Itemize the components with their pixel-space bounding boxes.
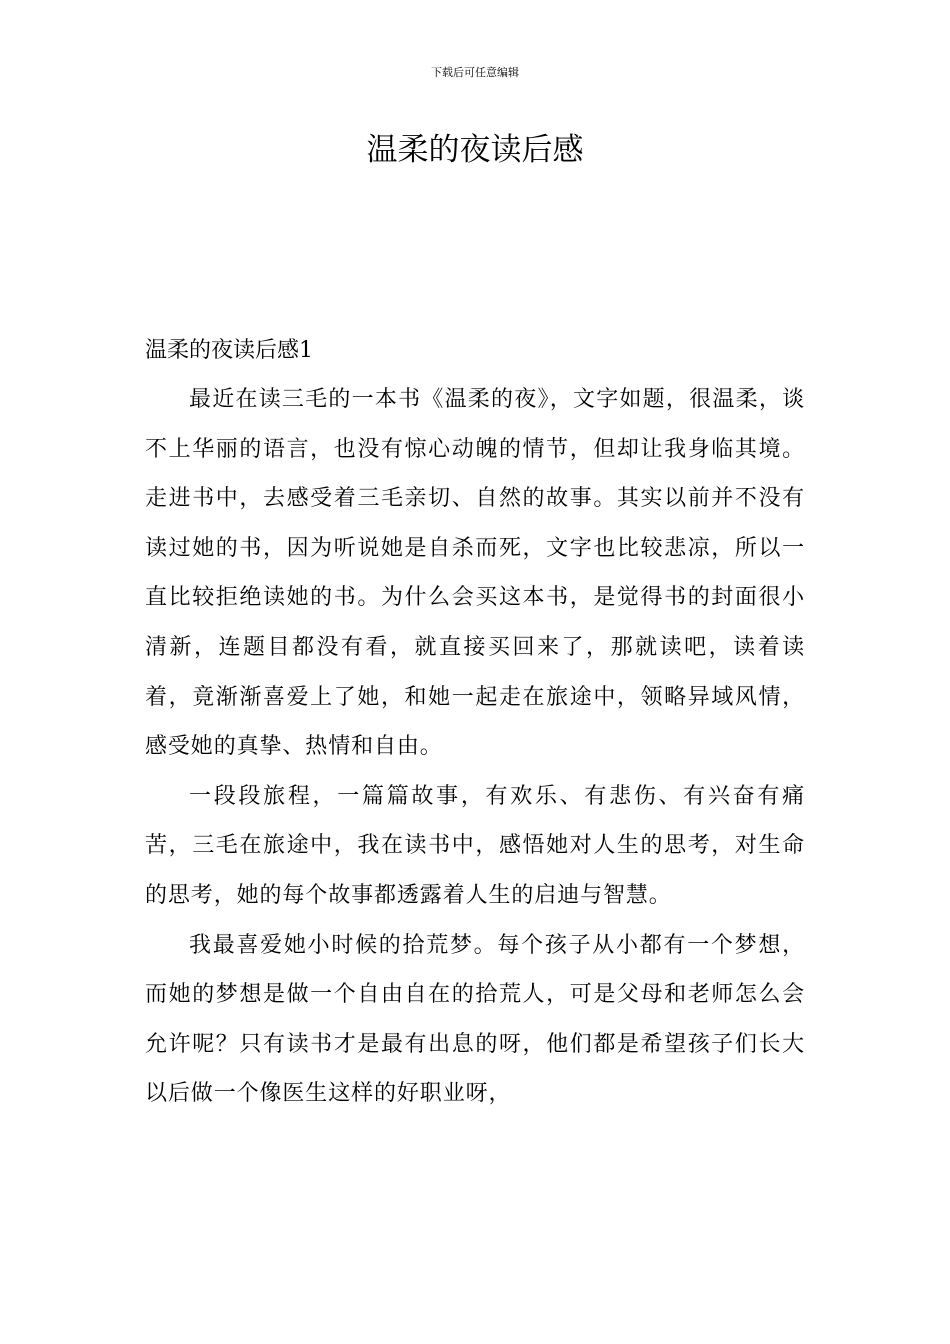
section-heading: 温柔的夜读后感1 [145, 338, 313, 363]
paragraph-3: 我最喜爱她小时候的拾荒梦。每个孩子从小都有一个梦想，而她的梦想是做一个自由自在的拾荒人，可是父母和老师怎么会允许呢？只有读书才是最有出息的呀，他们都是希望孩子们长大以后做一个像医生这样的好职业呀， [145, 932, 805, 1107]
header-note: 下载后可任意编辑 [431, 66, 519, 79]
paragraph-2: 一段段旅程，一篇篇故事，有欢乐、有悲伤、有兴奋有痛苦，三毛在旅途中，我在读书中，感悟她对人生的思考，对生命的思考，她的每个故事都透露着人生的启迪与智慧。 [145, 783, 805, 908]
document-body [145, 327, 805, 1119]
document-title: 温柔的夜读后感 [366, 132, 584, 168]
paragraph-1: 最近在读三毛的一本书《温柔的夜》，文字如题，很温柔，谈不上华丽的语言，也没有惊心动魄的情节，但却让我身临其境。走进书中，去感受着三毛亲切、自然的故事。其实以前并不没有读过她的书，因为听说她是自杀而死，文字也比较悲凉，所以一直比较拒绝读她的书。为什么会买这本书，是觉得书的封面很小清新，连题目都没有看，就直接买回来了，那就读吧，读着读着，竟渐渐喜爱上了她，和她一起走在旅途中，领略异域风情，感受她的真挚、热情和自由。 [145, 387, 805, 760]
